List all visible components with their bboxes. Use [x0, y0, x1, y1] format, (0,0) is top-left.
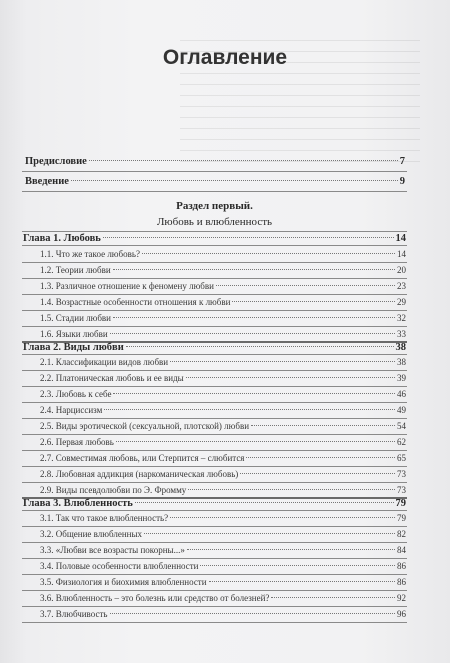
leader-dots: [216, 285, 395, 286]
toc-section: [40, 313, 406, 323]
divider: [22, 574, 407, 575]
toc-entry-page: 38: [397, 357, 406, 367]
toc-section: [40, 561, 406, 571]
toc-entry-label: 2.9. Виды псевдолюбви по Э. Фромму: [40, 485, 187, 495]
toc-entry-page: 84: [397, 545, 406, 555]
leader-dots: [110, 333, 395, 334]
part-heading: [22, 198, 407, 230]
toc-entry-page: 9: [399, 176, 405, 187]
toc-entry-label: 3.6. Влюбленность – это болезнь или средство от болезней?: [40, 593, 270, 603]
toc-chapter-1: [23, 233, 406, 244]
divider: [22, 542, 407, 543]
toc-entry-introduction: [25, 176, 405, 187]
toc-entry-label: 1.1. Что же такое любовь?: [40, 249, 140, 259]
toc-entry-label: Введение: [25, 176, 69, 187]
toc-entry-preface: [25, 156, 405, 167]
toc-entry-label: 2.5. Виды эротической (сексуальной, плотской) любви: [40, 421, 250, 431]
toc-section: [40, 297, 406, 307]
toc-section: [40, 249, 406, 259]
toc-entry-page: 73: [397, 485, 406, 495]
leader-dots: [113, 269, 395, 270]
toc-entry-label: Глава 3. Влюбленность: [23, 498, 133, 509]
part-subtitle: Любовь и влюбленность: [156, 216, 273, 228]
leader-dots: [126, 346, 394, 347]
toc-entry-page: 73: [397, 469, 406, 479]
toc-entry-label: Глава 1. Любовь: [23, 233, 101, 244]
divider: [22, 606, 407, 607]
toc-entry-page: 38: [395, 342, 406, 353]
leader-dots: [116, 441, 395, 442]
toc-entry-label: Предисловие: [25, 156, 87, 167]
toc-entry-page: 29: [397, 297, 406, 307]
toc-entry-page: 86: [397, 561, 406, 571]
divider: [22, 245, 407, 246]
divider: [22, 402, 407, 403]
toc-section: [40, 437, 406, 447]
toc-entry-label: 2.6. Первая любовь: [40, 437, 114, 447]
toc-entry-label: 3.1. Так что такое влюбленность?: [40, 513, 169, 523]
leader-dots: [142, 253, 395, 254]
divider: [22, 386, 407, 387]
toc-section: [40, 593, 406, 603]
divider: [22, 418, 407, 419]
part-number: Раздел первый.: [176, 200, 253, 212]
toc-entry-page: 82: [397, 529, 406, 539]
divider: [22, 526, 407, 527]
leader-dots: [71, 180, 398, 181]
divider: [22, 466, 407, 467]
toc-section: [40, 373, 406, 383]
toc-entry-label: 1.2. Теории любви: [40, 265, 111, 275]
leader-dots: [103, 237, 394, 238]
toc-section: [40, 469, 406, 479]
divider: [22, 171, 407, 172]
leader-dots: [186, 377, 395, 378]
toc-section: [40, 513, 406, 523]
toc-entry-page: 62: [397, 437, 406, 447]
leader-dots: [240, 473, 395, 474]
divider: [22, 231, 407, 232]
divider: [22, 450, 407, 451]
leader-dots: [170, 361, 395, 362]
page-title: Оглавление: [162, 46, 288, 69]
toc-entry-page: 7: [399, 156, 405, 167]
divider: [22, 370, 407, 371]
toc-section: [40, 357, 406, 367]
toc-entry-page: 14: [395, 233, 406, 244]
leader-dots: [110, 613, 396, 614]
toc-chapter-2: [23, 342, 406, 353]
toc-entry-page: 20: [397, 265, 406, 275]
toc-section: [40, 529, 406, 539]
toc-entry-label: 3.2. Общение влюбленных: [40, 529, 142, 539]
toc-section: [40, 545, 406, 555]
leader-dots: [232, 301, 395, 302]
divider: [22, 354, 407, 355]
toc-entry-page: 14: [397, 249, 406, 259]
leader-dots: [187, 549, 395, 550]
toc-entry-page: 79: [397, 513, 406, 523]
leader-dots: [135, 502, 394, 503]
toc-entry-label: 3.3. «Любви все возрасты покорны...»: [40, 545, 185, 555]
leader-dots: [200, 565, 395, 566]
toc-entry-page: 46: [397, 389, 406, 399]
divider: [22, 482, 407, 483]
toc-entry-label: 3.7. Влюбчивость: [40, 609, 108, 619]
leader-dots: [246, 457, 395, 458]
toc-entry-label: 3.4. Половые особенности влюбленности: [40, 561, 199, 571]
toc-entry-label: 1.6. Языки любви: [40, 329, 108, 339]
toc-entry-page: 23: [397, 281, 406, 291]
divider: [22, 434, 407, 435]
toc-entry-page: 33: [397, 329, 406, 339]
divider: [22, 278, 407, 279]
divider: [22, 262, 407, 263]
divider: [22, 622, 407, 623]
leader-dots: [188, 489, 395, 490]
toc-section: [40, 453, 406, 463]
leader-dots: [144, 533, 395, 534]
toc-section: [40, 609, 406, 619]
divider: [22, 310, 407, 311]
toc-entry-label: 1.3. Различное отношение к феномену любви: [40, 281, 214, 291]
toc-entry-label: 2.8. Любовная аддикция (наркоманическая любовь): [40, 469, 239, 479]
toc-entry-page: 96: [397, 609, 406, 619]
toc-entry-label: 2.1. Классификации видов любви: [40, 357, 169, 367]
toc-section: [40, 265, 406, 275]
divider: [22, 590, 407, 591]
toc-entry-label: 2.7. Совместимая любовь, или Стерпится – слюбится: [40, 453, 245, 463]
toc-section: [40, 421, 406, 431]
leader-dots: [251, 425, 395, 426]
toc-entry-label: 1.5. Стадии любви: [40, 313, 111, 323]
leader-dots: [89, 160, 398, 161]
leader-dots: [104, 409, 395, 410]
toc-entry-label: 1.4. Возрастные особенности отношения к любви: [40, 297, 231, 307]
toc-section: [40, 405, 406, 415]
leader-dots: [113, 393, 395, 394]
divider: [22, 558, 407, 559]
toc-section: [40, 577, 406, 587]
toc-entry-page: 32: [397, 313, 406, 323]
toc-entry-page: 92: [397, 593, 406, 603]
leader-dots: [170, 517, 395, 518]
leader-dots: [271, 597, 395, 598]
toc-entry-page: 79: [395, 498, 406, 509]
divider: [22, 326, 407, 327]
divider: [22, 191, 407, 192]
toc-entry-label: 2.4. Нарциссизм: [40, 405, 103, 415]
divider: [22, 510, 407, 511]
leader-dots: [113, 317, 395, 318]
toc-entry-label: 2.3. Любовь к себе: [40, 389, 112, 399]
toc-entry-page: 54: [397, 421, 406, 431]
toc-entry-label: 3.5. Физиология и биохимия влюбленности: [40, 577, 207, 587]
divider: [22, 294, 407, 295]
toc-entry-label: 2.2. Платоническая любовь и ее виды: [40, 373, 184, 383]
toc-section: [40, 485, 406, 495]
toc-entry-label: Глава 2. Виды любви: [23, 342, 124, 353]
toc-entry-page: 39: [397, 373, 406, 383]
toc-section: [40, 329, 406, 339]
toc-entry-page: 86: [397, 577, 406, 587]
toc-section: [40, 281, 406, 291]
toc-entry-page: 65: [397, 453, 406, 463]
toc-chapter-3: [23, 498, 406, 509]
toc-section: [40, 389, 406, 399]
toc-entry-page: 49: [397, 405, 406, 415]
leader-dots: [209, 581, 395, 582]
